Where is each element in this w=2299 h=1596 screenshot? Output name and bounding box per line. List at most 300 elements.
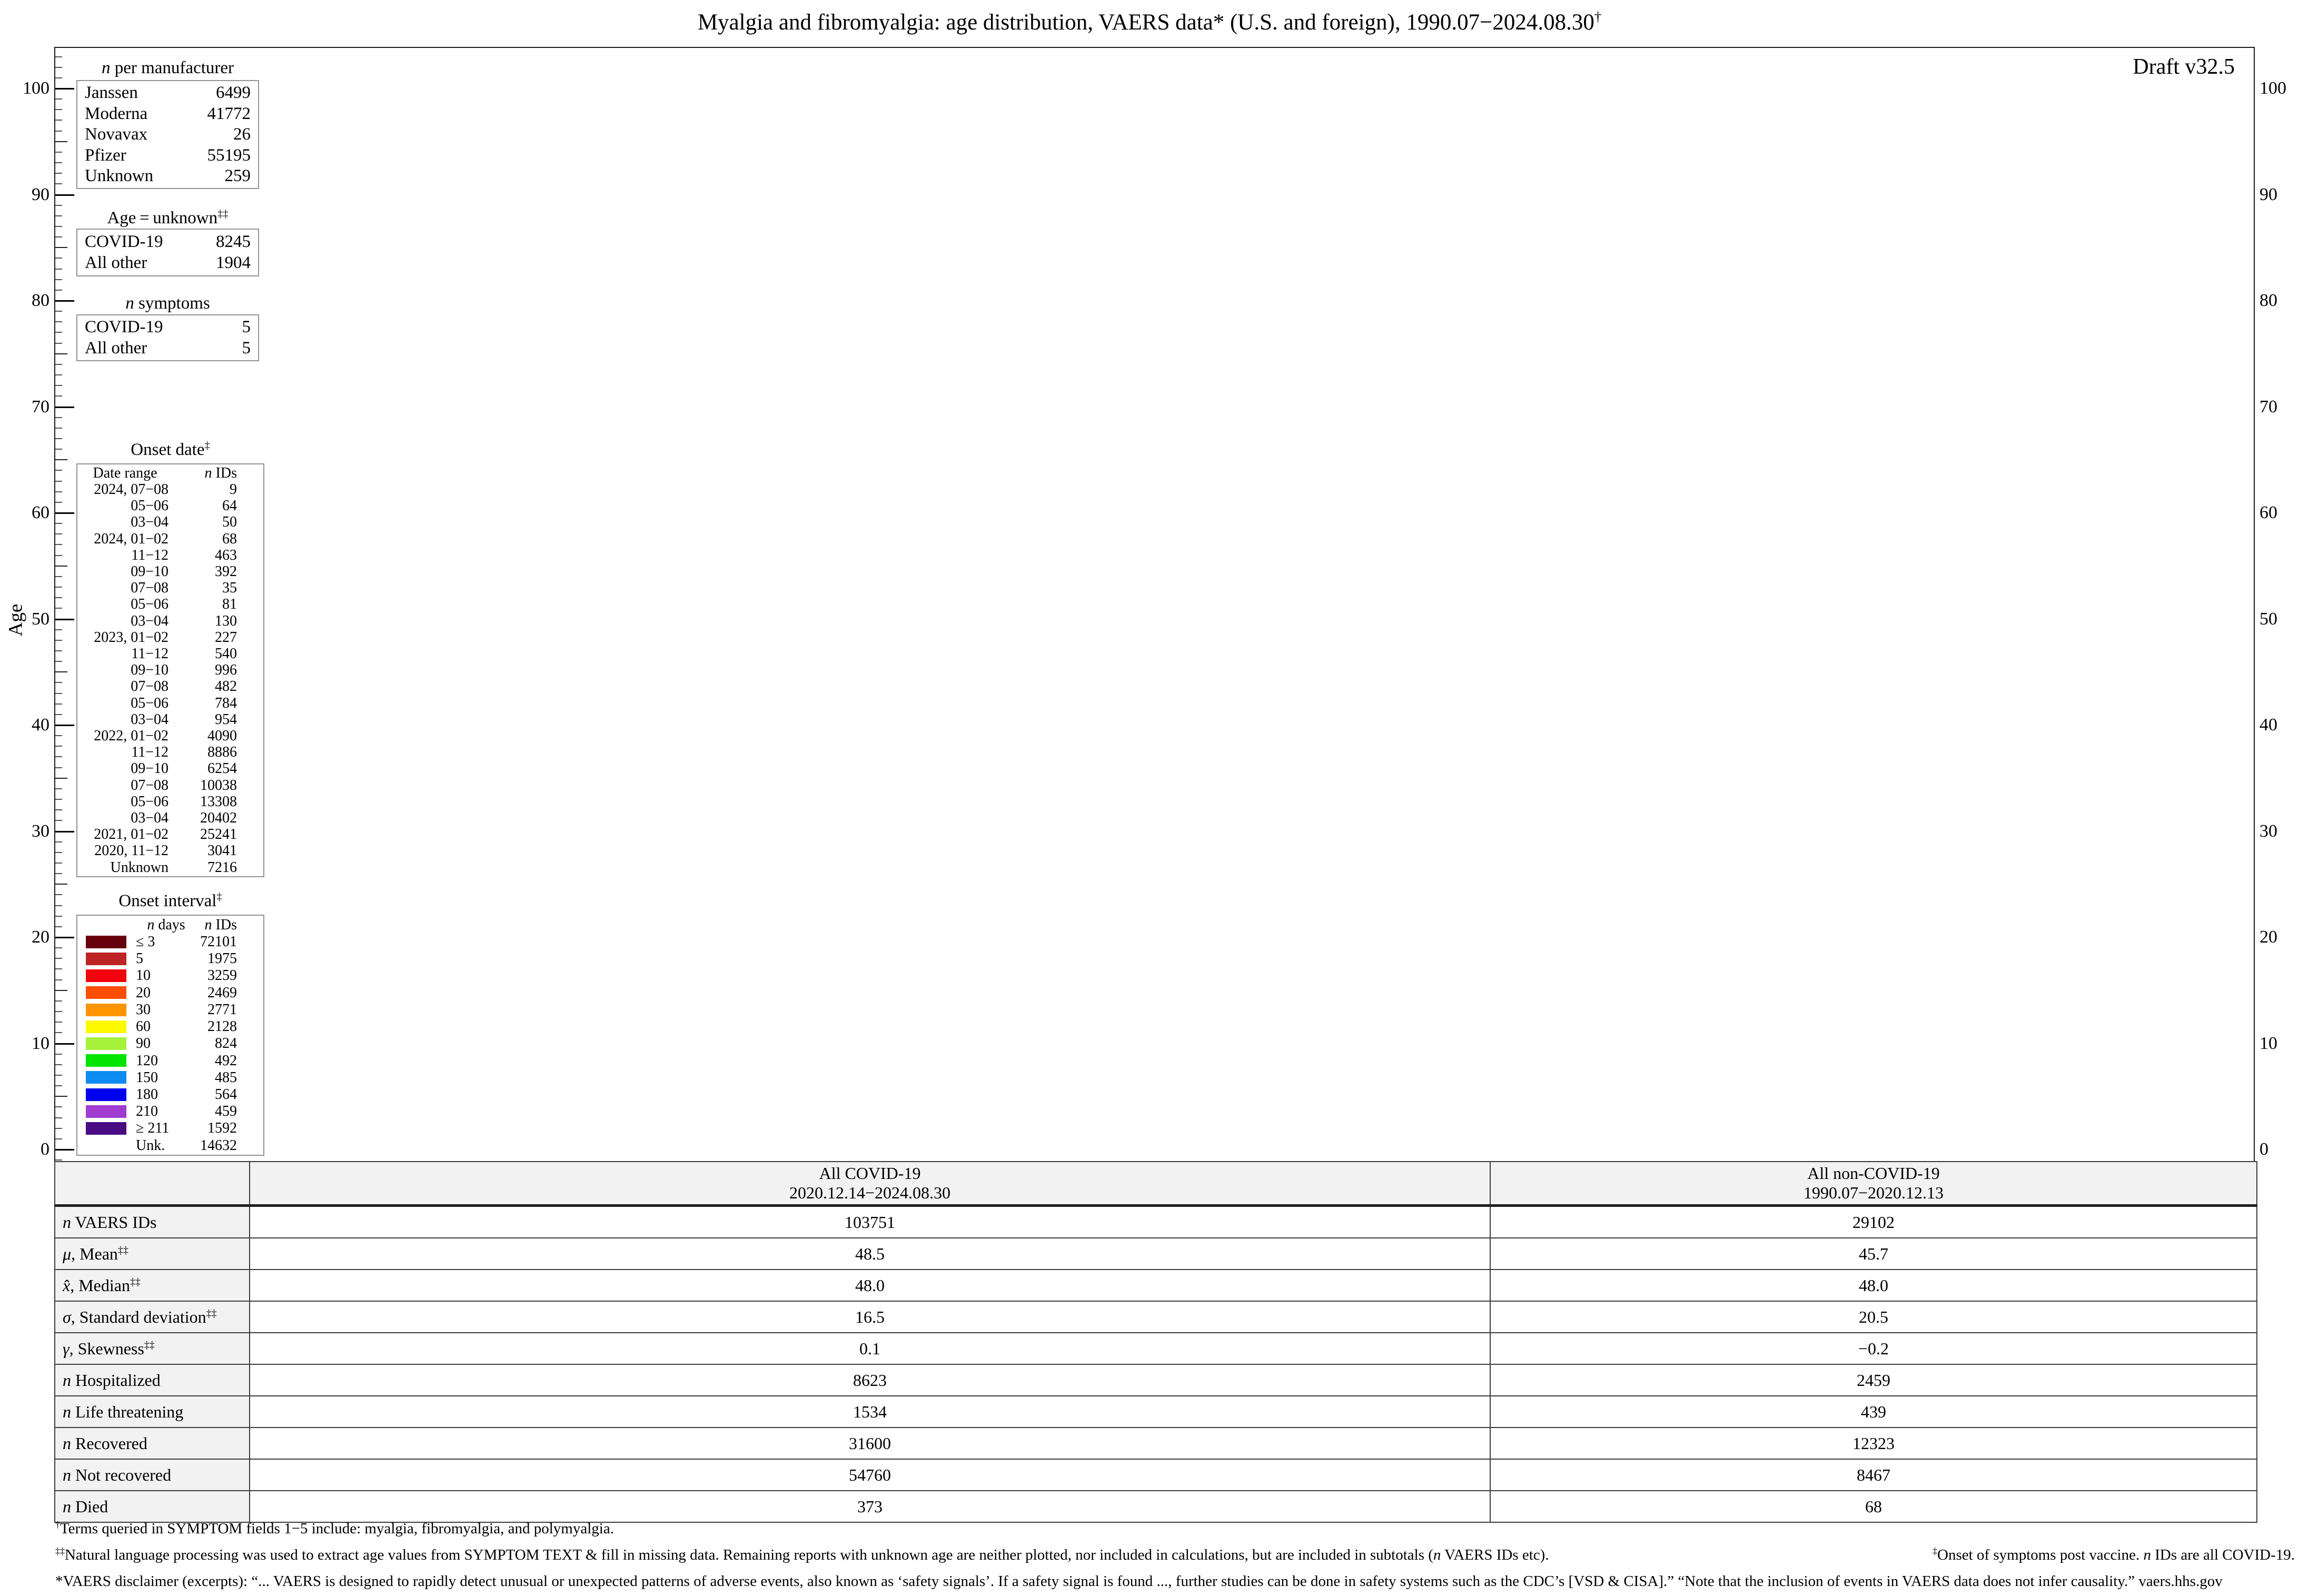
onset-interval-row: [77, 1053, 263, 1068]
y-axis-tick: [55, 544, 62, 545]
y-axis-tick: [55, 311, 62, 312]
y-axis-tick: [55, 746, 62, 747]
y-axis-tick: [55, 841, 62, 842]
color-swatch: [86, 1088, 126, 1101]
y-axis-tick-label-right: 10: [2260, 1033, 2277, 1053]
y-axis-tick-label-left: 10: [32, 1033, 49, 1053]
y-axis-tick: [55, 1117, 62, 1118]
legend-row-value: 55195: [207, 145, 251, 165]
summary-header-row: [55, 1162, 2257, 1206]
onset-date-row: [77, 860, 263, 875]
y-axis-tick: [55, 417, 62, 418]
onset-date-range: 09−10: [131, 760, 169, 777]
y-axis-tick: [55, 533, 62, 534]
y-axis-tick-label-left: 70: [32, 396, 49, 417]
footnote-nlp: ‡‡Natural language processing was used to extract age values from SYMPTOM TEXT & fill in missing data. Remaining reports with unknown age are neither plotted, nor included in calculations, but are included in subtotals (n VAERS IDs etc).: [55, 1545, 1549, 1563]
y-axis-tick: [55, 1149, 74, 1151]
y-axis-tick: [55, 852, 62, 853]
color-swatch: [86, 1020, 126, 1033]
y-axis-tick: [55, 226, 62, 227]
y-axis-tick: [55, 968, 62, 969]
summary-table-row: [55, 1396, 2257, 1428]
onset-date-count: 130: [215, 612, 237, 629]
onset-interval-row: [77, 1036, 263, 1051]
legend-row: [77, 254, 258, 272]
onset-interval-days: 120: [136, 1052, 158, 1069]
onset-date-row: [77, 580, 263, 596]
legend-row: [77, 339, 258, 358]
y-axis-tick: [55, 650, 62, 651]
y-axis-tick-label-left: 20: [32, 927, 49, 947]
summary-col-noncovid-header: All non-COVID-19 1990.07−2020.12.13: [1490, 1162, 2257, 1206]
summary-row-label: n Hospitalized: [55, 1364, 250, 1396]
onset-interval-count: 564: [215, 1086, 237, 1103]
onset-interval-row: [77, 1138, 263, 1153]
onset-date-count: 13308: [200, 793, 237, 810]
onset-date-count: 4090: [207, 728, 237, 745]
y-axis-tick: [55, 152, 62, 153]
onset-date-count: 3041: [207, 842, 237, 859]
onset-date-count: 6254: [207, 760, 237, 777]
y-axis-tick-label-right: 20: [2260, 927, 2277, 947]
y-axis-tick: [55, 449, 62, 450]
onset-interval-row: [77, 934, 263, 949]
summary-covid-value: 16.5: [250, 1301, 1490, 1333]
y-axis-tick: [55, 1064, 62, 1065]
onset-date-legend-title: Onset date‡: [131, 440, 210, 459]
y-axis-tick: [55, 809, 62, 810]
onset-date-row: [77, 778, 263, 793]
onset-date-range: 03−04: [131, 514, 169, 531]
onset-date-row: [77, 630, 263, 645]
onset-interval-count: 2469: [207, 984, 237, 1001]
summary-statistics-table: [54, 1161, 2257, 1523]
y-axis-tick: [55, 141, 67, 142]
y-axis-tick: [55, 470, 62, 471]
onset-interval-count: 1592: [207, 1120, 237, 1137]
summary-covid-value: 0.1: [250, 1333, 1490, 1364]
y-axis-tick: [55, 1106, 62, 1107]
legend-row-value: 26: [233, 125, 251, 144]
y-axis-tick: [55, 56, 62, 57]
onset-date-row: [77, 827, 263, 842]
onset-date-ids-header: n IDs: [204, 464, 237, 481]
y-axis-tick: [55, 799, 62, 800]
y-axis-tick: [55, 247, 67, 248]
onset-date-range: 03−04: [131, 711, 169, 728]
onset-date-row: [77, 843, 263, 858]
y-axis-tick: [55, 958, 62, 959]
onset-date-row: [77, 514, 263, 530]
summary-row-label: x̂, Median‡‡: [55, 1270, 250, 1301]
summary-noncovid-value: 439: [1490, 1396, 2257, 1428]
y-axis-tick: [55, 491, 62, 492]
y-axis-tick: [55, 343, 62, 344]
y-axis-tick: [55, 1138, 62, 1139]
onset-date-header-row: [77, 465, 263, 481]
legend-row-label: Moderna: [85, 104, 148, 123]
onset-date-count: 9: [230, 481, 237, 498]
footnote-row-2: [55, 1547, 2295, 1564]
legend-row: [77, 125, 258, 144]
onset-date-row: [77, 728, 263, 744]
summary-table-row: [55, 1364, 2257, 1396]
y-axis-tick: [55, 916, 62, 917]
y-axis-tick: [55, 183, 62, 184]
color-swatch: [86, 969, 126, 982]
onset-date-range: 2024, 01−02: [94, 530, 169, 547]
onset-date-row: [77, 646, 263, 661]
onset-date-row: [77, 548, 263, 563]
y-axis-tick: [55, 385, 62, 386]
onset-interval-count: 2128: [207, 1018, 237, 1035]
onset-date-count: 954: [215, 711, 237, 728]
y-axis-tick: [55, 173, 62, 174]
color-swatch: [86, 1105, 126, 1118]
onset-date-count: 784: [215, 695, 237, 711]
y-axis-tick: [55, 671, 67, 672]
y-axis-tick: [55, 788, 62, 789]
y-axis-tick: [55, 502, 62, 503]
y-axis-tick: [55, 300, 74, 302]
y-axis-tick: [55, 1032, 62, 1033]
onset-date-range: 05−06: [131, 793, 169, 810]
y-axis-tick: [55, 98, 62, 100]
onset-date-range: 2020, 11−12: [94, 842, 169, 859]
summary-noncovid-value: 12323: [1490, 1428, 2257, 1459]
onset-date-range: 07−08: [131, 777, 169, 794]
y-axis-tick: [55, 269, 62, 270]
color-swatch: [86, 986, 126, 999]
y-axis-tick: [55, 629, 62, 630]
y-axis-tick-label-left: 80: [32, 291, 49, 310]
legend-row: [77, 146, 258, 165]
y-axis-tick: [55, 979, 62, 980]
y-axis-tick: [55, 364, 62, 365]
color-swatch: [86, 1004, 126, 1016]
legend-row-label: Novavax: [85, 125, 148, 144]
onset-date-row: [77, 564, 263, 579]
onset-date-range-header: Date range: [93, 464, 157, 481]
summary-table-row: [55, 1301, 2257, 1333]
y-axis-tick: [55, 725, 74, 726]
y-axis-tick: [55, 1054, 62, 1055]
legend-row-label: Unknown: [85, 166, 154, 186]
color-swatch: [86, 1054, 126, 1067]
y-axis-tick: [55, 597, 62, 598]
y-axis-tick: [55, 714, 62, 715]
onset-date-row: [77, 679, 263, 694]
onset-interval-days: 5: [136, 950, 143, 967]
onset-date-range: 11−12: [131, 744, 169, 761]
summary-row-label: n VAERS IDs: [55, 1206, 250, 1238]
onset-date-count: 25241: [200, 826, 237, 843]
legend-row: [77, 318, 258, 336]
onset-interval-count: 492: [215, 1052, 237, 1069]
y-axis-tick: [55, 120, 62, 121]
y-axis-tick: [55, 767, 62, 768]
y-axis-tick: [55, 820, 62, 821]
color-swatch: [86, 936, 126, 948]
summary-header-spacer: [55, 1162, 250, 1206]
y-axis-tick-label-left: 30: [32, 821, 49, 841]
footnote-onset: ‡Onset of symptoms post vaccine. n IDs are all COVID-19.: [1933, 1545, 2295, 1563]
summary-table-row: [55, 1333, 2257, 1364]
y-axis-tick: [55, 353, 67, 354]
y-axis-tick: [55, 407, 74, 408]
y-axis-tick: [55, 428, 62, 429]
onset-interval-days: 30: [136, 1001, 151, 1018]
onset-date-range: 2024, 07−08: [94, 481, 169, 498]
onset-date-row: [77, 531, 263, 547]
onset-date-range: 05−06: [131, 695, 169, 711]
summary-table-row: [55, 1270, 2257, 1301]
plot-area: [5, 47, 2286, 1163]
y-axis-tick: [55, 693, 62, 694]
onset-date-range: 09−10: [131, 563, 169, 580]
summary-noncovid-value: 29102: [1490, 1206, 2257, 1238]
y-axis-tick: [55, 162, 62, 163]
legend-row-value: 6499: [216, 83, 251, 102]
y-axis-tick: [55, 778, 67, 779]
onset-interval-count: 72101: [200, 934, 237, 950]
y-axis-tick: [55, 438, 62, 439]
y-axis-tick: [55, 1096, 67, 1097]
y-axis-tick: [55, 1022, 62, 1023]
onset-interval-count: 1975: [207, 950, 237, 967]
onset-interval-row: [77, 985, 263, 1000]
y-axis-tick: [55, 831, 74, 832]
summary-covid-value: 1534: [250, 1396, 1490, 1428]
y-axis-tick: [55, 290, 62, 291]
summary-row-label: μ, Mean‡‡: [55, 1238, 250, 1270]
onset-interval-ids-header: n IDs: [204, 916, 237, 933]
y-axis-tick-label-right: 90: [2260, 184, 2277, 204]
onset-date-row: [77, 662, 263, 678]
legend-row-label: All other: [85, 253, 147, 273]
onset-date-range: Unknown: [110, 859, 169, 876]
y-axis-tick-label-right: 40: [2260, 715, 2277, 735]
summary-table-row: [55, 1459, 2257, 1491]
onset-interval-row: [77, 1070, 263, 1085]
summary-noncovid-value: 68: [1490, 1491, 2257, 1522]
draft-version-label: Draft v32.5: [2133, 55, 2235, 79]
y-axis-tick: [55, 395, 62, 396]
y-axis-tick: [55, 703, 62, 705]
onset-interval-days: ≥ 211: [136, 1120, 170, 1137]
onset-interval-count: 2771: [207, 1001, 237, 1018]
y-axis-tick: [55, 735, 62, 736]
y-axis-tick: [55, 1085, 62, 1086]
legend-row-value: 259: [224, 166, 251, 186]
summary-covid-value: 103751: [250, 1206, 1490, 1238]
onset-date-range: 03−04: [131, 810, 169, 827]
y-axis-tick-label-left: 90: [32, 184, 49, 204]
summary-table-row: [55, 1206, 2257, 1238]
summary-row-label: n Not recovered: [55, 1459, 250, 1491]
onset-date-count: 540: [215, 646, 237, 662]
onset-date-legend: [76, 463, 264, 877]
y-axis-tick: [55, 640, 62, 641]
y-axis-tick: [55, 608, 62, 609]
onset-date-range: 03−04: [131, 612, 169, 629]
onset-date-count: 463: [215, 547, 237, 563]
onset-interval-legend: [76, 915, 264, 1156]
summary-covid-value: 31600: [250, 1428, 1490, 1459]
y-axis-tick: [55, 1159, 62, 1161]
onset-date-range: 2023, 01−02: [94, 629, 169, 646]
onset-date-range: 2021, 01−02: [94, 826, 169, 843]
summary-noncovid-value: 48.0: [1490, 1270, 2257, 1301]
onset-date-count: 996: [215, 662, 237, 679]
onset-date-row: [77, 482, 263, 497]
y-axis-tick-label-right: 30: [2260, 821, 2277, 841]
y-axis-tick: [55, 756, 62, 757]
summary-covid-value: 48.5: [250, 1238, 1490, 1270]
onset-interval-days-header: n days: [147, 916, 185, 933]
y-axis-tick: [55, 990, 67, 991]
onset-date-count: 68: [222, 530, 237, 547]
manufacturer-legend-title: n per manufacturer: [101, 58, 234, 77]
onset-date-row: [77, 498, 263, 513]
y-axis-tick: [55, 555, 62, 556]
y-axis-tick: [55, 215, 62, 216]
onset-date-range: 07−08: [131, 580, 169, 597]
onset-date-count: 392: [215, 563, 237, 580]
summary-row-label: γ, Skewness‡‡: [55, 1333, 250, 1364]
summary-col-covid-header: All COVID-19 2020.12.14−2024.08.30: [250, 1162, 1490, 1206]
onset-interval-count: 3259: [207, 967, 237, 984]
onset-interval-days: 60: [136, 1018, 151, 1035]
summary-covid-value: 373: [250, 1491, 1490, 1522]
summary-row-label: n Died: [55, 1491, 250, 1522]
y-axis-tick: [55, 894, 62, 895]
manufacturer-legend: [76, 80, 259, 189]
onset-interval-days: 90: [136, 1035, 151, 1052]
y-axis-tick-label-left: 60: [32, 503, 49, 522]
onset-date-count: 7216: [207, 859, 237, 876]
legend-row-label: COVID-19: [85, 232, 163, 251]
onset-interval-count: 485: [215, 1069, 237, 1086]
onset-interval-days: 210: [136, 1103, 158, 1120]
y-axis-tick-label-right: 0: [2260, 1139, 2268, 1159]
onset-date-count: 20402: [200, 810, 237, 827]
onset-date-row: [77, 761, 263, 776]
y-axis-tick: [55, 1043, 74, 1045]
y-axis-tick: [55, 257, 62, 259]
onset-date-row: [77, 712, 263, 727]
summary-row-label: σ, Standard deviation‡‡: [55, 1301, 250, 1333]
onset-interval-row: [77, 968, 263, 983]
y-axis-tick: [55, 576, 62, 577]
y-axis-tick: [55, 481, 62, 482]
color-swatch: [86, 1071, 126, 1084]
y-axis-tick: [55, 88, 74, 90]
onset-date-range: 11−12: [131, 646, 169, 662]
legend-row-value: 41772: [207, 104, 251, 123]
y-axis-tick: [55, 109, 62, 110]
legend-row: [77, 233, 258, 251]
y-axis-label: Age: [5, 603, 27, 636]
summary-covid-value: 48.0: [250, 1270, 1490, 1301]
y-axis-tick: [55, 619, 74, 620]
summary-noncovid-value: −0.2: [1490, 1333, 2257, 1364]
y-axis-tick-label-right: 50: [2260, 609, 2277, 629]
onset-date-range: 09−10: [131, 662, 169, 679]
onset-interval-days: ≤ 3: [136, 934, 155, 950]
legend-row-label: All other: [85, 339, 147, 358]
y-axis-tick-label-right: 80: [2260, 291, 2277, 310]
summary-table-row: [55, 1238, 2257, 1270]
y-axis-tick: [55, 1000, 62, 1002]
y-axis-tick: [55, 279, 62, 280]
onset-interval-row: [77, 1002, 263, 1017]
onset-interval-count: 459: [215, 1103, 237, 1120]
onset-interval-days: 150: [136, 1069, 158, 1086]
onset-interval-days: 10: [136, 967, 151, 984]
y-axis-tick-label-right: 100: [2260, 78, 2286, 98]
y-axis-tick: [55, 131, 62, 132]
onset-date-count: 35: [222, 580, 237, 597]
color-swatch: [86, 1037, 126, 1050]
legend-row-value: 5: [242, 318, 251, 337]
n-symptoms-legend-title: n symptoms: [125, 294, 210, 313]
footnote-disclaimer: *VAERS disclaimer (excerpts): “... VAERS is designed to rapidly detect unusual or unexpected patterns of adverse events, also known as ‘safety signals’. If a safety signal is found ..., further studies can be done in safety systems such as the CDC’s [VSD & CISA].” “Note that the inclusion of events in VAERS data does not infer causality.” vaers.hhs.gov: [55, 1573, 2223, 1590]
y-axis-tick-label-left: 100: [23, 78, 49, 98]
legend-row-value: 5: [242, 339, 251, 358]
legend-row: [77, 84, 258, 102]
onset-interval-count: 14632: [200, 1137, 237, 1154]
figure-title: Myalgia and fibromyalgia: age distribution, VAERS data* (U.S. and foreign), 1990.07−2024.08.30†: [697, 8, 1602, 35]
onset-interval-days: Unk.: [136, 1137, 165, 1154]
summary-noncovid-value: 2459: [1490, 1364, 2257, 1396]
age-unknown-legend-title: Age = unknown‡‡: [107, 208, 229, 227]
onset-date-count: 81: [222, 596, 237, 613]
onset-date-range: 07−08: [131, 678, 169, 695]
onset-date-range: 05−06: [131, 498, 169, 514]
y-axis-tick: [55, 587, 62, 588]
y-axis-tick: [55, 873, 62, 874]
onset-date-range: 2022, 01−02: [94, 728, 169, 745]
y-axis-tick-label-left: 40: [32, 715, 49, 735]
summary-noncovid-value: 8467: [1490, 1459, 2257, 1491]
y-axis-tick: [55, 332, 62, 333]
onset-date-count: 482: [215, 678, 237, 695]
onset-date-range: 11−12: [131, 547, 169, 563]
y-axis-tick: [55, 661, 62, 662]
y-axis-tick: [55, 682, 62, 683]
legend-row-label: Pfizer: [85, 145, 126, 165]
color-swatch: [86, 953, 126, 965]
y-axis-tick: [55, 1128, 62, 1129]
legend-row-value: 1904: [216, 253, 251, 273]
y-axis-tick: [55, 459, 67, 460]
y-axis-tick: [55, 947, 62, 948]
y-axis-tick: [55, 205, 62, 206]
legend-row-label: COVID-19: [85, 318, 163, 337]
onset-interval-count: 824: [215, 1035, 237, 1052]
y-axis-tick-label-right: 70: [2260, 396, 2277, 417]
legend-row: [77, 167, 258, 185]
y-axis-tick-label-left: 50: [32, 609, 49, 629]
onset-date-count: 8886: [207, 744, 237, 761]
y-axis-tick: [55, 905, 62, 906]
y-axis-tick: [55, 236, 62, 237]
onset-interval-row: [77, 1019, 263, 1034]
onset-interval-header-row: [77, 917, 263, 933]
y-axis-tick: [55, 194, 74, 196]
onset-date-range: 05−06: [131, 596, 169, 613]
